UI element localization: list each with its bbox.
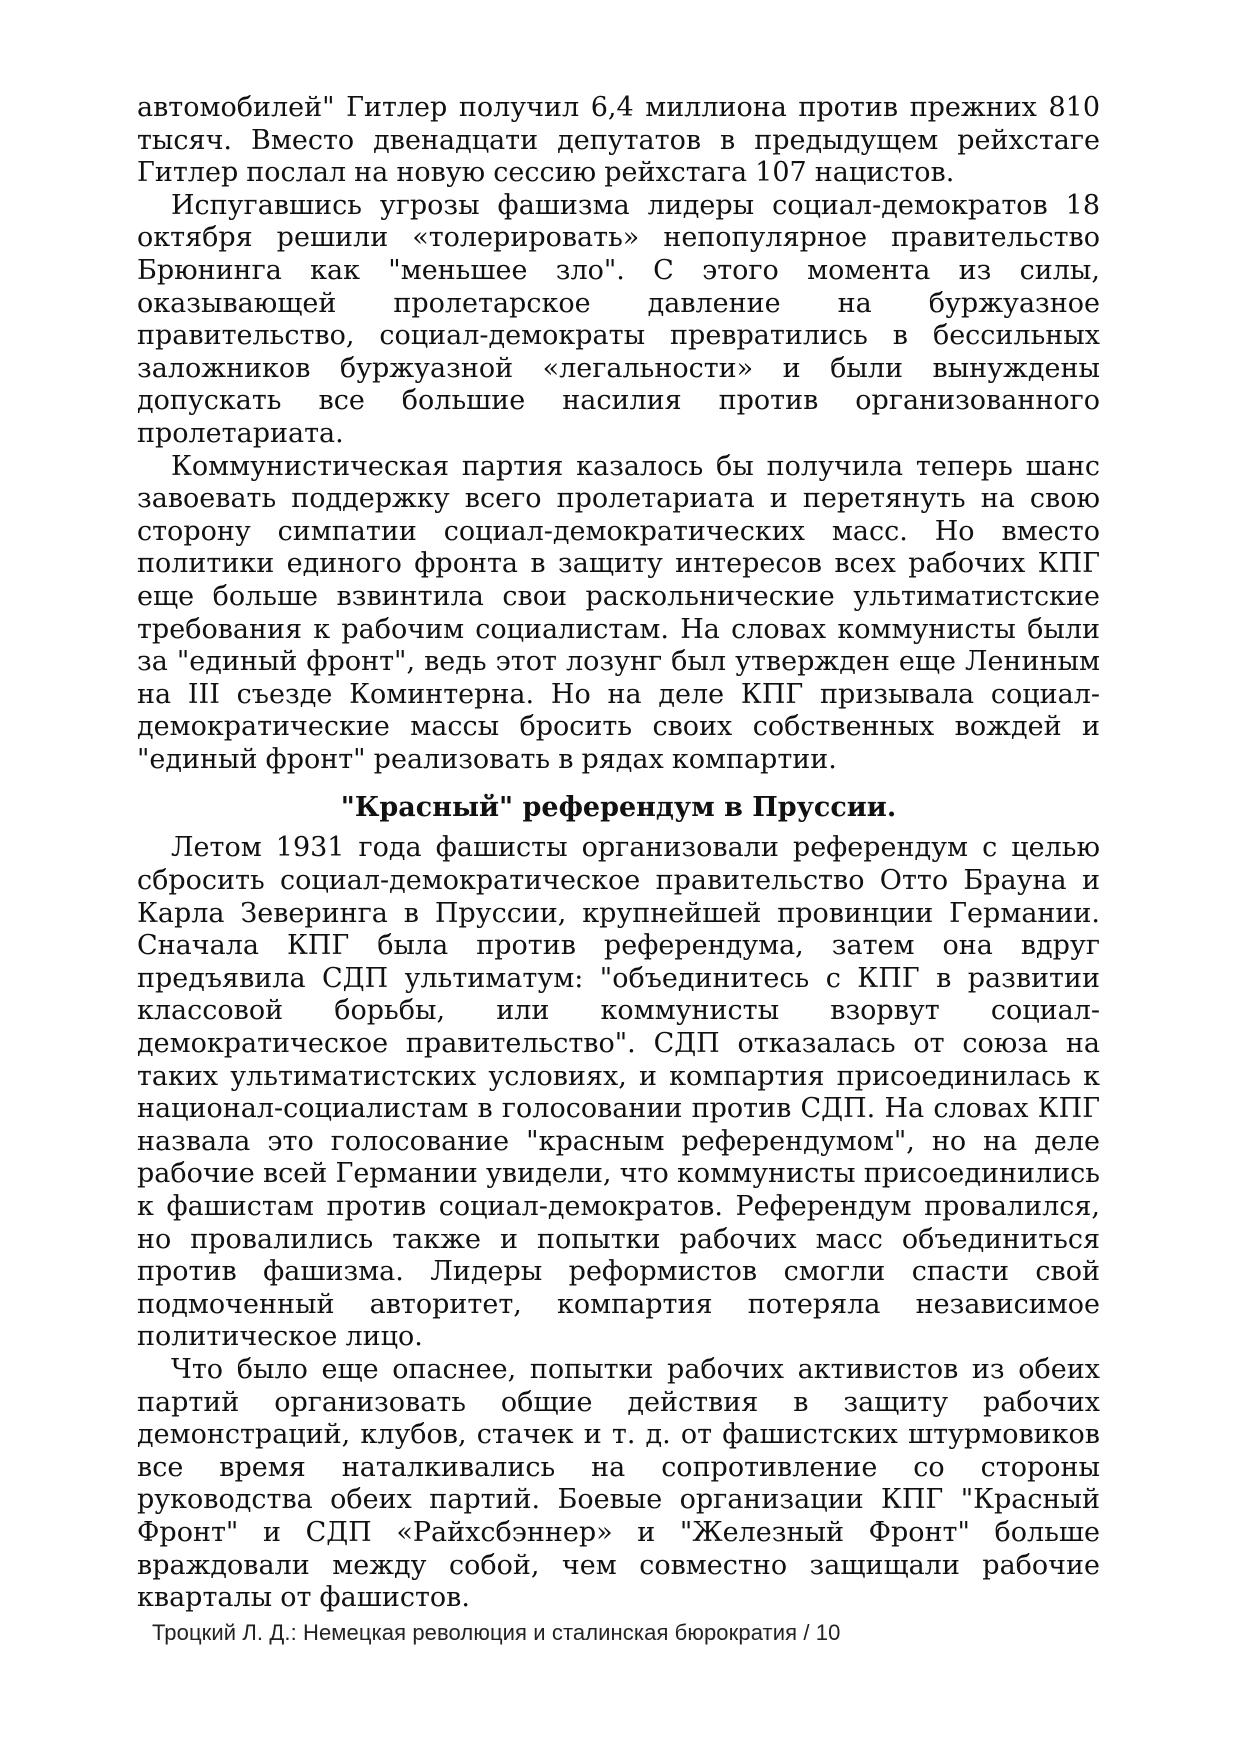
paragraph-1: автомобилей" Гитлер получил 6,4 миллиона против прежних 810 тысяч. Вместо двенадцати депутатов в предыдущем рейхстаге Гитлер послал на новую сессию рейхстага 107 нацистов. (137, 92, 1100, 189)
paragraph-4: Летом 1931 года фашисты организовали референдум с целью сбросить социал-демократическое правительство Отто Брауна и Карла Зеверинга в Пруссии, крупнейшей провинции Германии. Сначала КПГ была против референдума, затем она вдруг предъявила СДП ультиматум: "объединитесь с КПГ в развитии классовой борьбы, или коммунисты взорвут социал-демократическое правительство". СДП отказалась от союза на таких ультиматистских условиях, и компартия присоединилась к национал-социалистам в голосовании против СДП. На словах КПГ назвала это голосование "красным референдумом", но на деле рабочие всей Германии увидели, что коммунисты присоединились к фашистам против социал-демократов. Референдум провалился, но провалились также и попытки рабочих масс объединиться против фашизма. Лидеры реформистов смогли спасти свой подмоченный авторитет, компартия потеряла независимое политическое лицо. (137, 832, 1100, 1353)
page-footer: Троцкий Л. Д.: Немецкая революция и сталинская бюрократия / 10 (152, 1620, 841, 1645)
page-body (137, 92, 1100, 1615)
section-heading: "Красный" референдум в Пруссии. (340, 792, 897, 824)
paragraph-2: Испугавшись угрозы фашизма лидеры социал-демократов 18 октября решили «толерировать» непопулярное правительство Брюнинга как "меньшее зло". С этого момента из силы, оказывающей пролетарское давление на буржуазное правительство, социал-демократы превратились в бессильных заложников буржуазной «легальности» и были вынуждены допускать все большие насилия против организованного пролетариата. (137, 189, 1100, 449)
paragraph-5: Что было еще опаснее, попытки рабочих активистов из обеих партий организовать общие действия в защиту рабочих демонстраций, клубов, стачек и т. д. от фашистских штурмовиков все время наталкивались на сопротивление со стороны руководства обеих партий. Боевые организации КПГ "Красный Фронт" и СДП «Райхсбэннер» и "Железный Фронт" больше враждовали между собой, чем совместно защищали рабочие кварталы от фашистов. (137, 1353, 1100, 1614)
paragraph-3: Коммунистическая партия казалось бы получила теперь шанс завоевать поддержку всего пролетариата и перетянуть на свою сторону симпатии социал-демократических масс. Но вместо политики единого фронта в защиту интересов всех рабочих КПГ еще больше взвинтила свои раскольнические ультиматистские требования к рабочим социалистам. На словах коммунисты были за "единый фронт", ведь этот лозунг был утвержден еще Лениным на III съезде Коминтерна. Но на деле КПГ призывала социал-демократические массы бросить своих собственных вождей и "единый фронт" реализовать в рядах компартии. (137, 450, 1100, 775)
